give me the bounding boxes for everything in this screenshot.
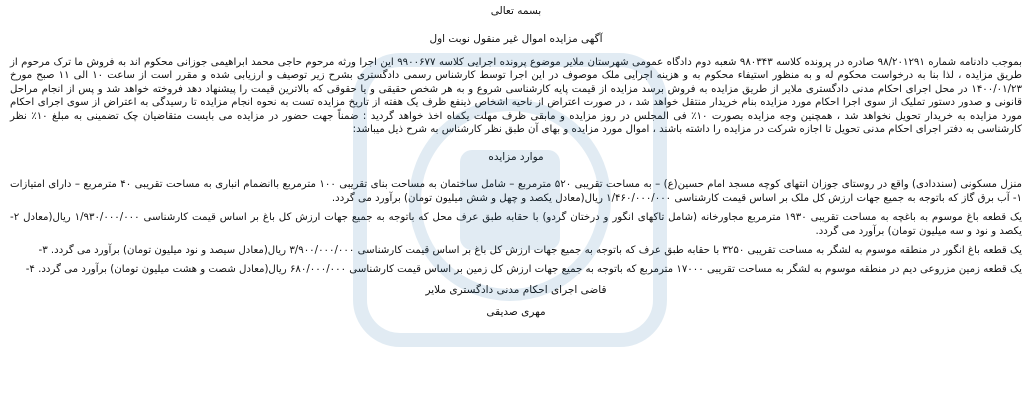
signature-name: مهری صدیقی [486,305,546,318]
auction-item-1: منزل مسکونی (سنددادی) واقع در روستای جوزان انتهای کوچه مسجد امام حسین(ع) – به مساحت تقریبی ۵۲۰ مترمربع – شامل ساختمان به مساحت بنای تقریبی ۱۰۰ مترمربع باانضمام انباری به مساحت تقریبی ۴۰ مترمربع – دارای امتیازات ۱- آب برق گاز که باتوجه به جمیع جهات ارزش کل ملک بر اساس قیمت کارشناسی ۱/۴۶۰/۰۰۰/۰۰۰ ریال(معادل یکصد و چهل و شش میلیون تومان) برآورد می گردد. [10,179,1022,204]
auction-item-2: یک قطعه باغ موسوم به باغچه به مساحت تقریبی ۱۹۳۰ مترمربع مجاورخانه (شامل تاکهای انگور و درختان گردو) با حقابه طبق عرف محل که باتوجه به جمیع جهات ارزش کل باغ بر اساس قیمت کارشناسی ۱/۹۳۰/۰۰۰/۰۰۰ ریال(معادل ۲- یکصد و نود و سه میلیون تومان) برآورد می گردد. [10,212,1022,237]
basmala: بسمه تعالی [490,5,542,17]
section-title: موارد مزایده [488,151,544,164]
auction-item-4: یک قطعه زمین مزروعی دیم در منطقه موسوم به لشگر به مساحت تقریبی ۱۷۰۰۰ مترمربع که باتوجه به جمیع جهات ارزش کل زمین بر اساس قیمت کارشناسی ۶۸۰/۰۰۰/۰۰۰ ریال(معادل شصت و هشت میلیون تومان) برآورد می گردد. ۴- [25,264,1022,276]
auction-item-3: یک قطعه باغ انگور در منطقه موسوم به لشگر به مساحت تقریبی ۳۲۵۰ با حقابه طبق عرف که باتوجه به جمیع جهات ارزش کل باغ بر اساس قیمت کارشناسی ۳/۹۰۰/۰۰۰/۰۰۰ ریال(معادل سیصد و نود میلیون تومان) برآورد می گردد. ۳- [38,245,1022,257]
intro-paragraph: بموجب دادنامه شماره ۹۸/۲۰۱۲۹۱ صادره در پرونده کلاسه ۹۸۰۳۴۳ شعبه دوم دادگاه عمومی شهرستان ملایر موضوع پرونده اجرایی کلاسه ۹۹۰۰۶۷۷ این اجرا ورثه مرحوم حاجی محمد ابراهیمی جوزانی محکوم اند به فروش ما ترک مرحوم از طریق مزایده ، لذا بنا به درخواست محکوم له و به منظور استیفاء محکوم به و هزینه اجرایی ملک موصوف در این اجرا توسط کارشناس رسمی دادگستری بشرح زیر توصیف و ارزیابی شده و مقرر است از ساعت ۱۰ الی ۱۱ صبح مورخ ۱۴۰۰/۰۱/۲۳ در محل اجرای احکام مدنی دادگستری ملایر از طریق مزایده به فروش برسد مزایده از قیمت پایه کارشناسی شروع و به هر شخص حقیقی و یا حقوقی که بالاترین قیمت را پیشنهاد دهد فروخته خواهد شد و پس از انجام مراحل قانونی و صدور دستور تملیک از سوی اجرا احکام مورد مزایده بنام خریدار منتقل خواهد شد ، در صورت اعتراض از ناحیه اشخاص ذینفع ظرف یک هفته از تاریخ مزایده تست به نحوه انجام مزایده تا رسیدگی به اعتراض از سوی اجرای احکام مورد مزایده به خریدار تحویل نخواهد شد ، همچنین وجه مزایده بصورت ۱۰٪ فی المجلس در روز مزایده و مابقی ظرف مهلت یکماه اخذ خواهد گردید : ضمناً جهت حضور در مزایده می بایست متقاضیان چک تضمینی به مبلغ ۱۰٪ نظر کارشناسی به دفتر اجرای احکام مدنی تحویل تا اجازه شرکت در مزایده را داشته باشند ، اموال مورد مزایده و بهای آن طبق نظر کارشناس به شرح ذیل میباشد: [10,57,1022,136]
notice-title: آگهی مزایده اموال غیر منقول نوبت اول [429,33,603,45]
signature-title: قاضی اجرای احکام مدنی دادگستری ملایر [425,283,607,296]
